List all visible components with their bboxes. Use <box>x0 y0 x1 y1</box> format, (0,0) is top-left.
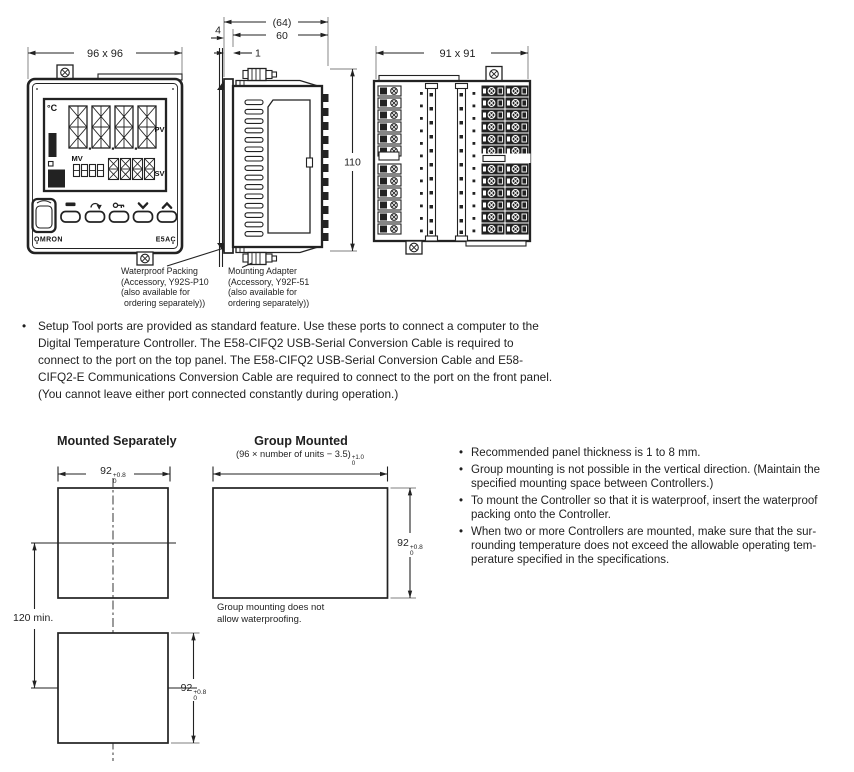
cutout-square-bottom <box>58 633 168 743</box>
cutout-width-dim: 92 +0.8 0 <box>100 465 126 485</box>
waterproof-packing-callout: Waterproof Packing (Accessory, Y92S-P10 (also available for ordering separately)) <box>121 266 209 308</box>
bullet: • <box>459 447 464 459</box>
bullet: • <box>22 319 27 333</box>
note-item: • To mount the Controller so that it is waterproof, insert the waterproof packing onto the Controller. <box>459 495 818 522</box>
level-key-icon <box>66 203 76 207</box>
status-indicator-block <box>49 133 57 157</box>
separate-mount-title: Mounted Separately <box>57 434 177 448</box>
cutout-height-dim: 92 +0.8 0 <box>180 682 207 702</box>
pv-label: PV <box>154 125 165 134</box>
status-indicator-block <box>48 170 65 188</box>
front-width-dim-label: 96 x 96 <box>86 48 124 60</box>
side-clip <box>307 158 313 167</box>
bullet: • <box>459 495 464 508</box>
terminal-column-left <box>378 86 401 234</box>
rear-width-dim-label: 91 x 91 <box>439 48 476 60</box>
cutout-rect-group <box>213 488 388 598</box>
height-dim-label: 110 <box>344 156 361 169</box>
group-width-formula: (96 × number of units − 3.5) +1.0 0 <box>236 449 364 467</box>
setup-tool-note: • Setup Tool ports are provided as standard feature. Use these ports to connect a computer to the Digital Temperature Controller. The E58-CIFQ2 USB-Serial Conversion Cable is required to connect to the port on the top panel. The E58-CIFQ2 USB-Serial Conversion Cable and E58- CIFQ2-E Communications Conversion Cable are required to connect to the port on the front panel. (You cannot leave either port connected constantly during operation.) <box>22 319 553 401</box>
clearance-dim-label: 1 <box>255 47 261 60</box>
temp-unit-indicator: °C <box>47 103 58 113</box>
group-mount-caption: Group mounting does not allow waterproofing. <box>217 602 325 625</box>
mv-label: MV <box>71 154 83 163</box>
display-area <box>44 99 166 191</box>
rear-view-drawing <box>374 46 531 254</box>
vertical-pitch-dim: 120 min. <box>13 612 54 624</box>
mounting-notes <box>458 447 852 571</box>
side-bezel <box>224 79 233 253</box>
bullet: • <box>459 464 464 477</box>
group-cutout-height-dim: 92 +0.8 0 <box>397 537 423 557</box>
top-mounting-adapter <box>236 69 318 87</box>
brand-logo: OMRON <box>34 236 63 244</box>
front-port-cover <box>33 199 56 232</box>
panel-cutout-separate-drawing <box>31 467 200 762</box>
note-item: • Recommended panel thickness is 1 to 8 mm. <box>459 447 701 459</box>
group-mount-title: Group Mounted <box>254 434 348 448</box>
body-depth-dim-label: 60 <box>276 30 288 42</box>
bezel-depth-dim-label: 4 <box>215 24 221 37</box>
note-item: • When two or more Controllers are mounted, make sure that the sur- rounding temperature does not exceed the allowable operating tem- perature specified in the specifications. <box>459 526 817 567</box>
bullet: • <box>459 526 464 539</box>
note-item: • Group mounting is not possible in the vertical direction. (Maintain the specified mounting space between Controllers.) <box>459 464 821 491</box>
model-logo: E5AC <box>155 236 176 244</box>
mounting-adapter-callout: Mounting Adapter (Accessory, Y92F-51 (also available for ordering separately)) <box>228 266 310 308</box>
front-view-drawing <box>28 47 182 265</box>
total-depth-dim-label: (64) <box>272 17 292 29</box>
side-view-drawing <box>167 17 361 268</box>
side-label-plate <box>268 100 310 233</box>
bottom-mounting-adapter <box>236 247 318 265</box>
rear-terminal-edge <box>323 94 329 241</box>
status-indicator-square <box>49 162 54 167</box>
panel-cutout-group-drawing <box>213 467 416 599</box>
sv-label: SV <box>154 169 165 178</box>
